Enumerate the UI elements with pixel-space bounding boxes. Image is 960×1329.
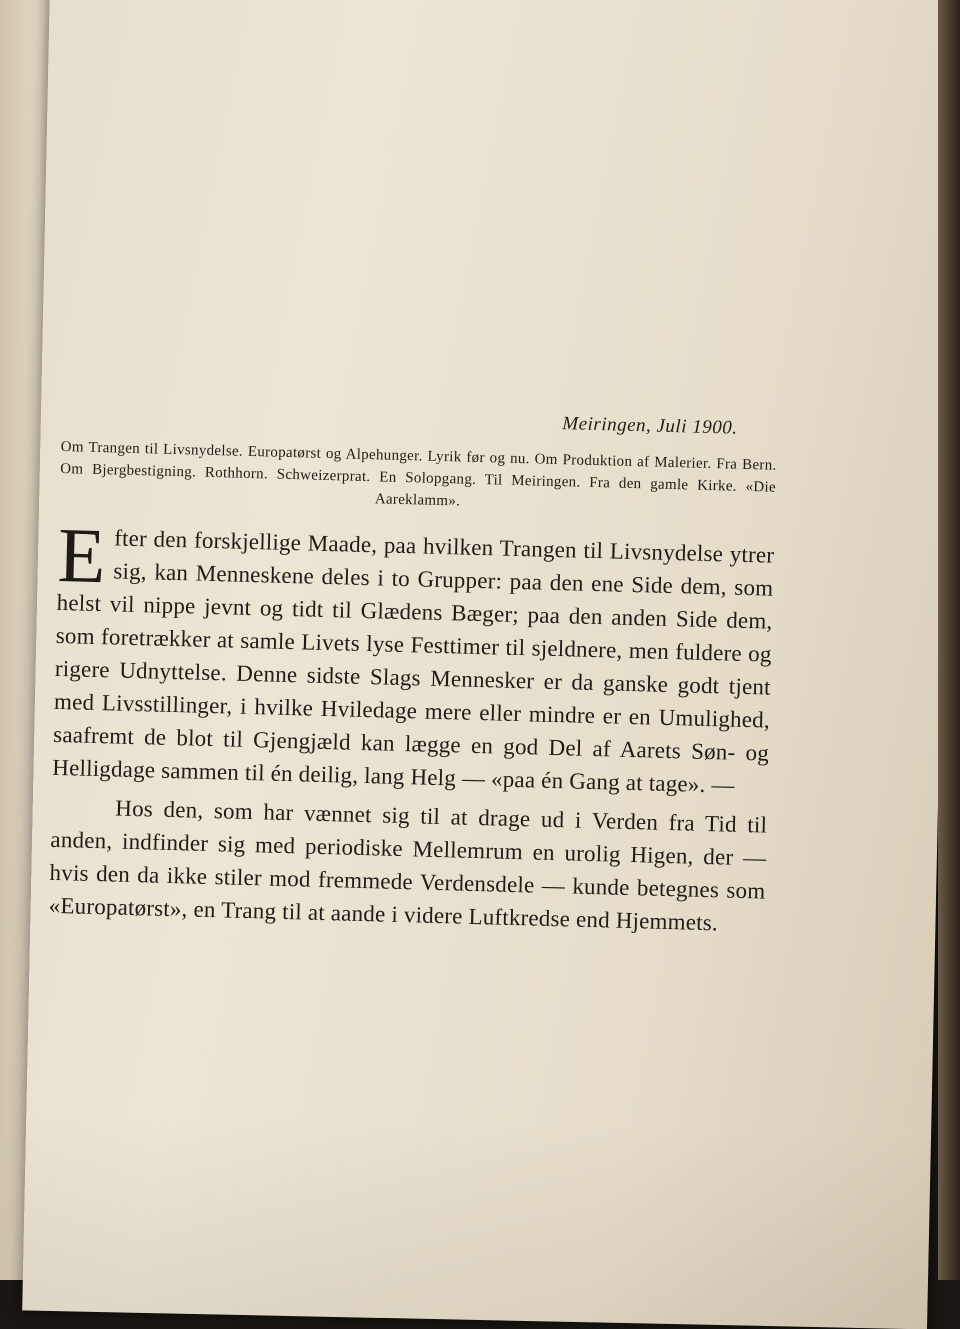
page-text [48,400,777,941]
chapter-summary: Om Trangen til Livsnydelse. Europatørst og Alpehunger. Lyrik før og nu. Om Produktion af Malerier. Fra Bern. Om Bjergbestigning. Rothhorn. Schweizerprat. En Solopgang. Til Meiringen. Fra den gamle Kirke. «Die Aareklamm». [59,438,777,510]
paragraph-1 [52,510,775,803]
paragraph-1-text: fter den forskjellige Maade, paa hvilken Trangen til Livsnydelse ytrer sig, kan Menneskene deles i to Grupper: paa den ene Side dem, som helst vil nippe jevnt og tidt til Glædens Bæger; paa den anden Side dem, som foretrækker at samle Livets lyse Festtimer til sjeldnere, men fuldere og rigere Udnyttelse. Denne sidste Slags Mennesker er da ganske godt tjent med Livsstillinger, i hvilke Hviledage mere eller mindre er en Umulighed, saafremt de blot til Gjengjæld kan lægge en god Del af Aarets Søn- og Helligdage sammen til én deilig, lang Helg — «paa én Gang at tage». — [52,525,775,798]
drop-cap: E [56,510,107,600]
paragraph-2: Hos den, som har vænnet sig til at drage ud i Verden fra Tid til anden, indfinder sig med periodiske Mellemrum en urolig Higen, der — hvis den da ikke stiler mod fremmede Verdensdele — kunde betegnes som «Europatørst», en Trang til at aande i videre Luftkredse end Hjemmets. [48,795,768,936]
page-shading [22,1110,931,1329]
right-book-edge [938,0,960,1280]
dateline: Meiringen, Juli 1900. [562,413,738,439]
